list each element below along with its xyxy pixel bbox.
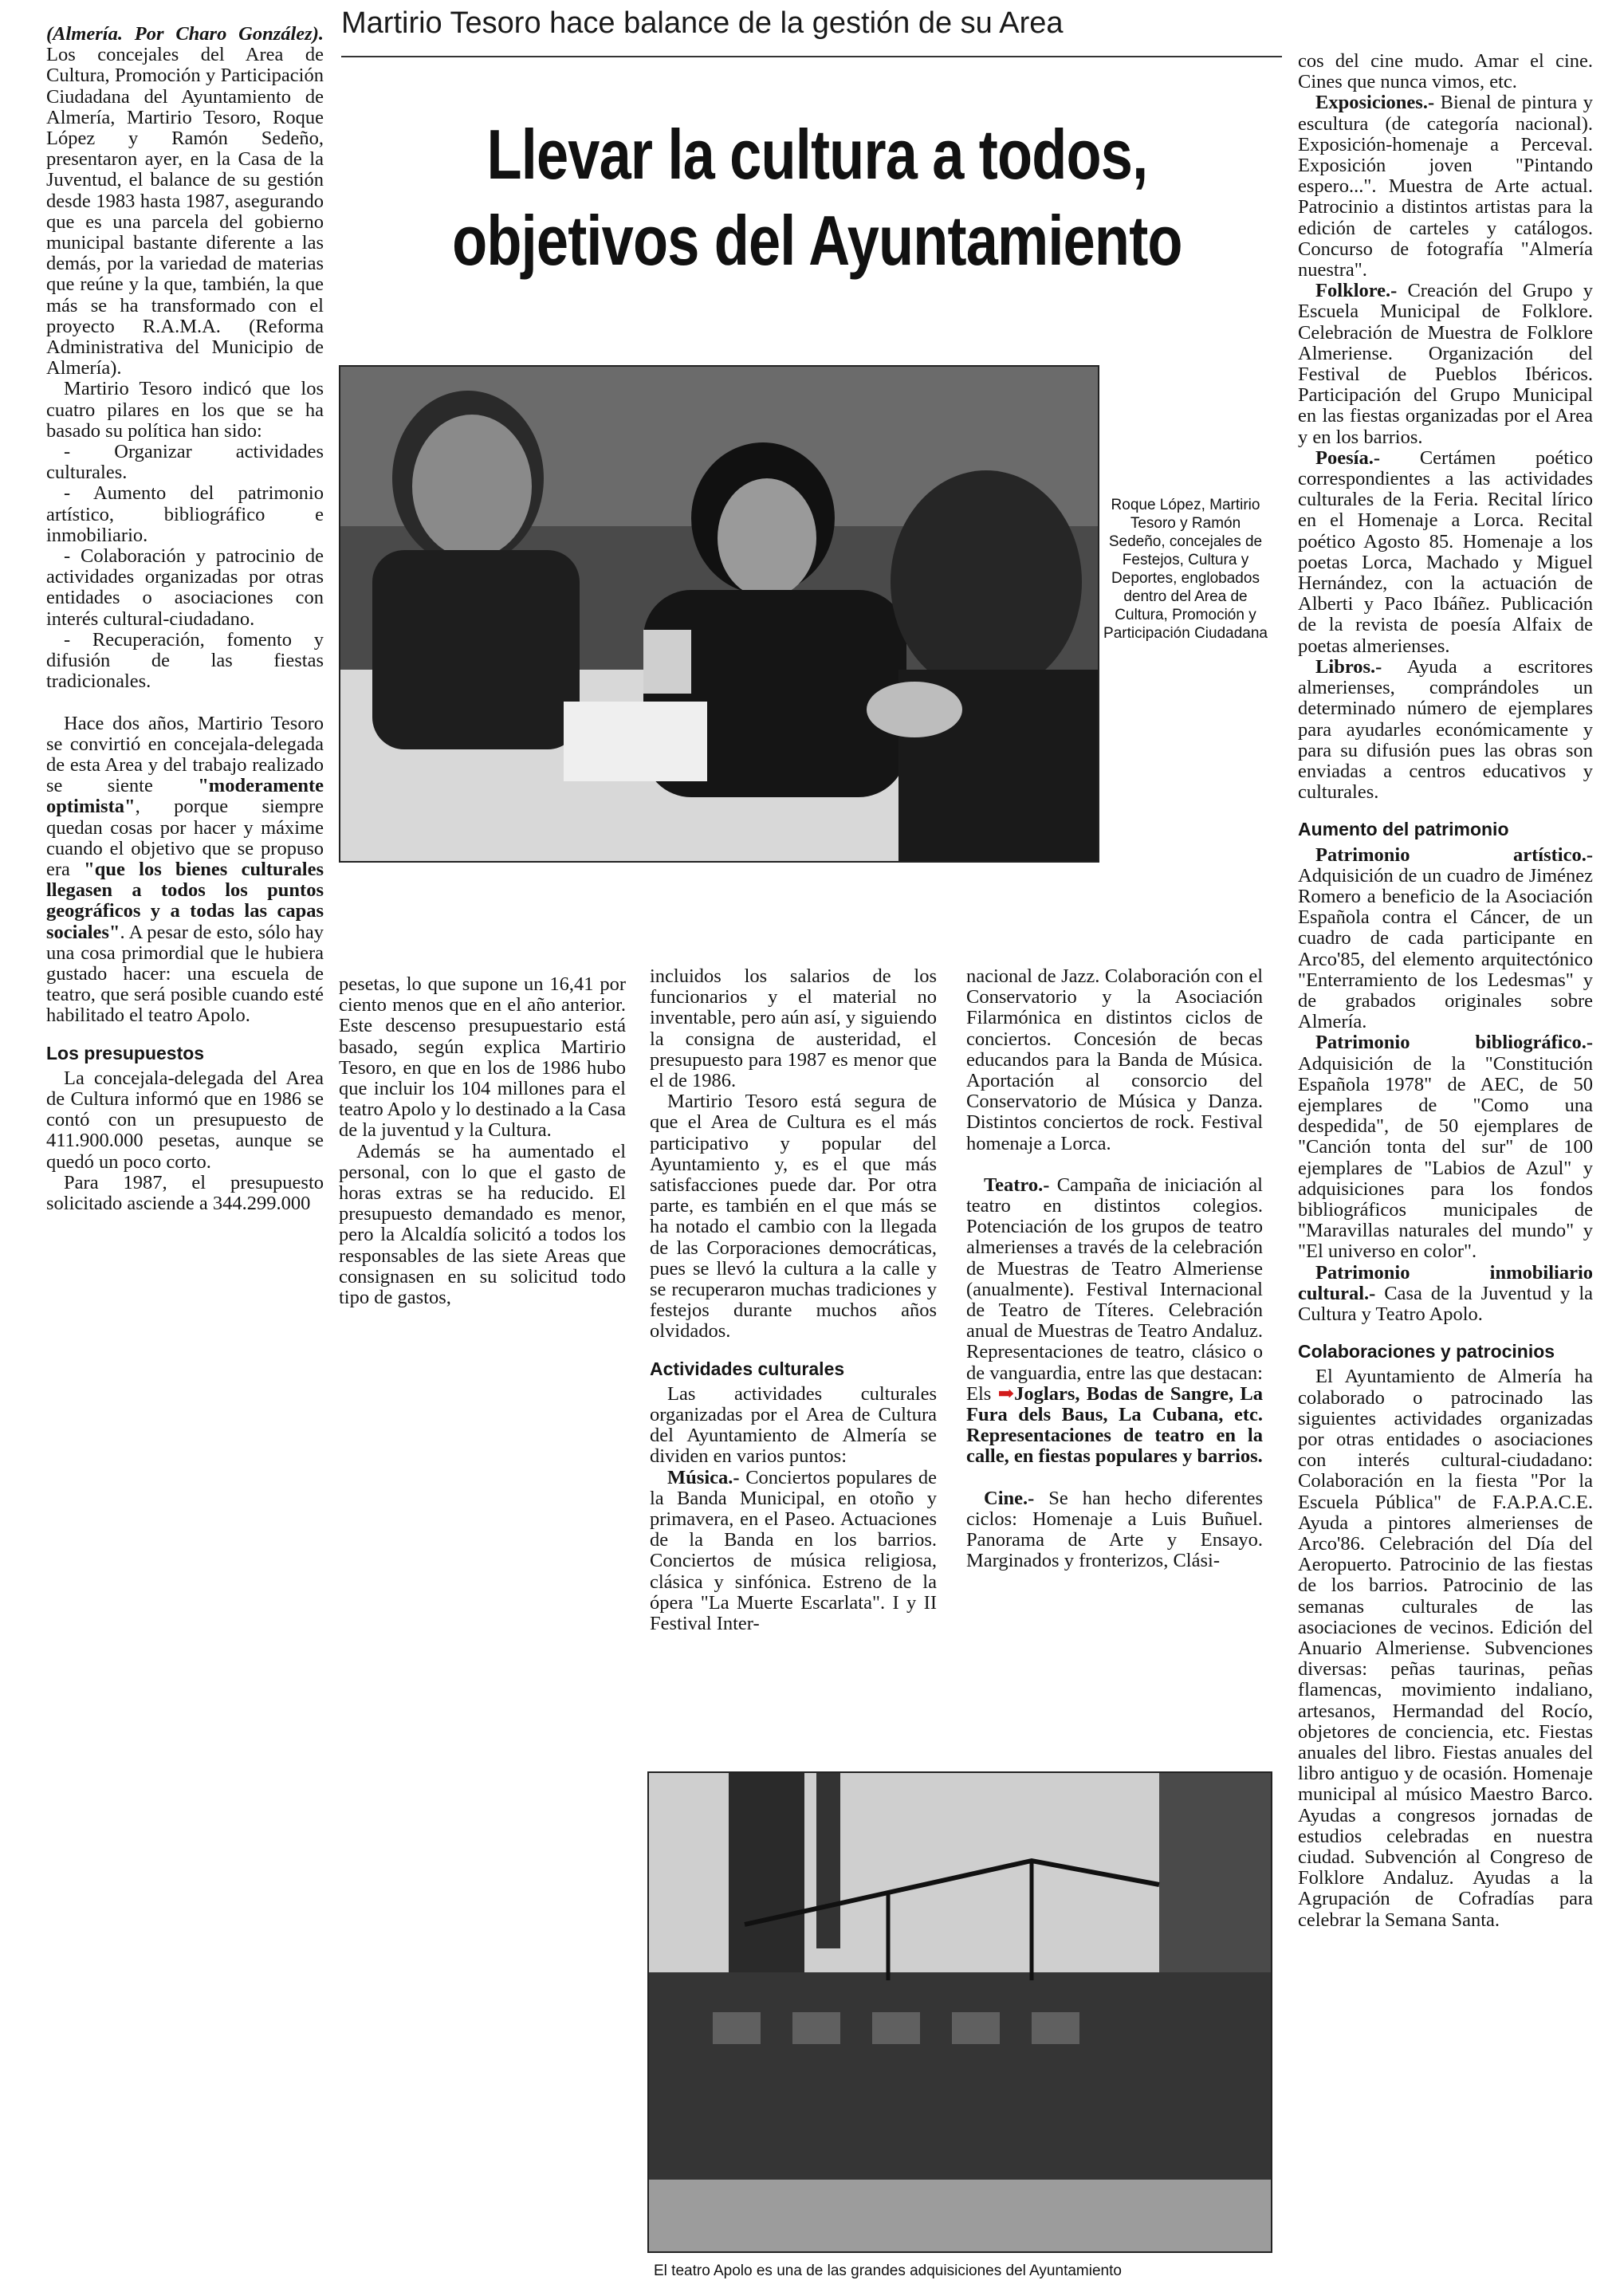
column-4 — [966, 966, 1263, 1571]
paragraph: Exposiciones.- Bienal de pintura y escultura (de categoría nacional). Exposición-homenaje a Perceval. Exposición joven "Pintando espero...". Muestra de Arte actual. Patrocinio a distintos artistas para la edición de carteles y catálogos. Concurso de fotografía "Almería nuestra". — [1298, 92, 1593, 281]
photo-councillors — [339, 365, 1099, 863]
photo-teatro-apolo — [647, 1771, 1272, 2253]
section-heading-patrimonio: Aumento del patrimonio — [1298, 819, 1509, 840]
paragraph: Música.- Conciertos populares de la Banda Municipal, en otoño y primavera, en el Paseo. Actuaciones de la Banda en los barrios. Conciertos de música religiosa, clásica y sinfónica. Estreno de la ópera "La Muerte Escarlata". I y II Festival Inter- — [650, 1466, 937, 1635]
paragraph: nacional de Jazz. Colaboración con el Conservatorio y la Asociación Filarmónica en distintos ciclos de conciertos. Concesión de becas educandos para la Banda de Música. Aportación al consorcio del Conservatorio de Música y Danza. Distintos conciertos de rock. Festival homenaje a Lorca. — [966, 965, 1263, 1154]
paragraph: Folklore.- Creación del Grupo y Escuela Municipal de Folklore. Celebración de Muestra de Folklore Almeriense. Organización del Festival de Pueblos Ibéricos. Participación del Grupo Municipal en las fiestas organizadas por el Area y en los barrios. — [1298, 280, 1593, 448]
intro-paragraph: (Almería. Por Charo González). Los concejales del Area de Cultura, Promoción y Participación Ciudadana del Ayuntamiento de Almería, Martirio Tesoro, Roque López y Ramón Sedeño, presentaron ayer, en la Casa de la Juventud, el balance de su gestión desde 1983 hasta 1987, asegurando que es una parcela del gobierno municipal bastante diferente a las demás, por la variedad de materias que reúne y la que, también, la que más se ha transformado con el proyecto R.A.M.A. (Reforma Administrativa del Municipio de Almería). — [46, 23, 324, 379]
byline: (Almería. Por Charo González). — [46, 23, 324, 45]
paragraph: Además se ha aumentado el personal, con lo que el gasto de horas extras se ha reducido. El presupuesto demandado es menor, pero la Alcaldía solicitó a todos los responsables de las siete Areas que consignasen en su solicitud todo tipo de gastos, — [339, 1140, 626, 1309]
paragraph: Patrimonio inmobiliario cultural.- Casa de la Juventud y la Cultura y Teatro Apolo. — [1298, 1261, 1593, 1325]
paragraph: Patrimonio bibliográfico.- Adquisición de la "Constitución Española 1978" de AEC, de 50 ejemplares de "Como una despedida", de 50 ejemplares de "Canción tonta del sur" de 100 ejemplares de "Labios de Azul" y adquisiciones para los fondos bibliográficos municipales de "Maravillas naturales del mundo" y "El universo en color". — [1298, 1032, 1593, 1263]
photo-caption-councillors: Roque López, Martirio Tesoro y Ramón Sedeño, concejales de Festejos, Cultura y Deportes, englobados dentro del Area de Cultura, Promoción y Participación Ciudadana — [1103, 497, 1268, 642]
section-heading-actividades: Actividades culturales — [650, 1358, 845, 1379]
list-item: - Recuperación, fomento y difusión de las fiestas tradicionales. — [46, 628, 324, 693]
paragraph: incluidos los salarios de los funcionarios y el material no inventable, pero aún así, y siguiendo la consigna de austeridad, el presupuesto para 1987 es menor que el de 1986. — [650, 965, 937, 1092]
paragraph: Libros.- Ayuda a escritores almerienses, comprándoles un determinado número de ejemplares para ayudarles económicamente y para su difusión pues las obras son enviadas a centros educativos y culturales. — [1298, 655, 1593, 804]
section-heading-presupuestos: Los presupuestos — [46, 1042, 205, 1063]
photo-caption-teatro-apolo: El teatro Apolo es una de las grandes adquisiciones del Ayuntamiento — [654, 2263, 1122, 2279]
paragraph: Hace dos años, Martirio Tesoro se convirtió en concejala-delegada de esta Area y del trabajo realizado se siente "moderamente optimista", porque siempre quedan cosas por hacer y máxime cuando el objetivo que se propuso era "que los bienes culturales llegasen a todos los puntos geográficos y a todas las capas sociales". A pesar de esto, sólo hay una cosa primordial que le hubiera gustado hacer: una escuela de teatro, que será posible cuando esté habilitado el teatro Apolo. — [46, 712, 324, 1027]
arrow-marker-icon: ➡ — [997, 1382, 1015, 1405]
paragraph: pesetas, lo que supone un 16,41 por ciento menos que en el año anterior. Este descenso presupuestario está basado, según explica Martirio Tesoro, en que en los de 1986 hubo que incluir los 104 millones para el teatro Apolo y lo destinado a la Casa de la juventud y la Cultura. — [339, 973, 626, 1142]
column-3 — [650, 966, 937, 1634]
paragraph: El Ayuntamiento de Almería ha colaborado o patrocinado las siguientes actividades organizadas por otras entidades o asociaciones con interés cultural-ciudadano: Colaboración en la fiesta "Por la Escuela Pública" de F.A.P.A.C.E. Ayuda a pintores almerienses de Arco'86. Celebración del Día del Aeropuerto. Patrocinio de las fiestas de los barrios. Patrocinio de las semanas culturales de las asociaciones de vecinos. Edición del Anuario Almeriense. Subvenciones diversas: peñas taurinas, peñas flamencas, movimiento indaliano, artesanos, Hermandad del Rocío, objetores de conciencia, etc. Fiestas anuales del libro. Fiestas anuales del libro antiguo y de ocasión. Homenaje municipal al músico Maestro Barco. Ayudas a congresos jornadas de estudios celebradas en nuestra ciudad. Subvención al Congreso de Folklore Andaluz. Ayudas a la Agrupación de Cofradías para celebrar la Semana Santa. — [1298, 1366, 1593, 1931]
kicker-headline: Martirio Tesoro hace balance de la gestión de su Area — [341, 6, 1064, 40]
list-item: - Aumento del patrimonio artístico, bibliográfico e inmobiliario. — [46, 482, 324, 546]
paragraph: Teatro.- Campaña de iniciación al teatro en distintos colegios. Potenciación de los grupos de teatro almerienses a través de la celebración de Muestras de Teatro Almeriense (anualmente). Festival Internacional de Teatro de Títeres. Celebración anual de Muestras de Teatro Andaluz. Representaciones de teatro, clásico o de vanguardia, entre las que destacan: Els ➡Joglars, Bodas de Sangre, La Fura dels Baus, La Cubana, etc. Representaciones de teatro en la calle, en fiestas populares y barrios. — [966, 1174, 1263, 1468]
paragraph: Patrimonio artístico.- Adquisición de un cuadro de Jiménez Romero a beneficio de la Asociación Española contra el Cáncer, de un cuadro de cada participante en Arco'85, del elemento arquitectónico "Enterramiento de los Ledesmas" y de grabados originales sobre Almería. — [1298, 843, 1593, 1033]
paragraph: La concejala-delegada del Area de Cultura informó que en 1986 se contó con un presupuesto de 411.900.000 pesetas, aunque se quedó un poco corto. — [46, 1067, 324, 1173]
paragraph: Para 1987, el presupuesto solicitado asciende a 344.299.000 — [46, 1171, 324, 1214]
section-heading-colaboraciones: Colaboraciones y patrocinios — [1298, 1341, 1555, 1362]
headline-line-1: Llevar la cultura a todos, — [486, 115, 1148, 194]
column-5 — [1298, 51, 1593, 1931]
headline-line-2: objetivos del Ayuntamiento — [452, 201, 1182, 280]
main-headline — [363, 112, 1272, 284]
column-1 — [46, 24, 324, 1214]
list-item: - Colaboración y patrocinio de actividades organizadas por otras entidades o asociaciones con interés cultural-ciudadano. — [46, 545, 324, 630]
paragraph: Las actividades culturales organizadas por el Area de Cultura del Ayuntamiento de Almería se dividen en varios puntos: — [650, 1382, 937, 1468]
paragraph: Cine.- Se han hecho diferentes ciclos: Homenaje a Luis Buñuel. Panorama de Arte y Ensayo. Marginados y fronterizos, Clási- — [966, 1487, 1263, 1572]
paragraph: Poesía.- Certámen poético correspondientes a las actividades culturales de la Feria. Recital lírico en el Homenaje a Lorca. Recital poético Agosto 85. Homenaje a los poetas Lorca, Machado y Miguel Hernández, con la actuación de Alberti y Paco Ibáñez. Publicación de la revista de poesía Alfaix de poetas almerienses. — [1298, 446, 1593, 657]
column-2 — [339, 974, 626, 1308]
paragraph: Martirio Tesoro está segura de que el Area de Cultura es el más participativo y popular del Ayuntamiento y, es el que más satisfacciones puede dar. Por otra parte, es también en el que más se ha notado el cambio con la llegada de las Corporaciones democráticas, pues se llevó la cultura a la calle y se recuperaron muchas tradiciones y festejos durante muchos años olvidados. — [650, 1091, 937, 1343]
paragraph: cos del cine mudo. Amar el cine. Cines que nunca vimos, etc. — [1298, 50, 1593, 93]
list-item: - Organizar actividades culturales. — [46, 441, 324, 484]
kicker-rule — [341, 56, 1282, 57]
paragraph: Martirio Tesoro indicó que los cuatro pilares en los que se ha basado su política han sido: — [46, 378, 324, 442]
